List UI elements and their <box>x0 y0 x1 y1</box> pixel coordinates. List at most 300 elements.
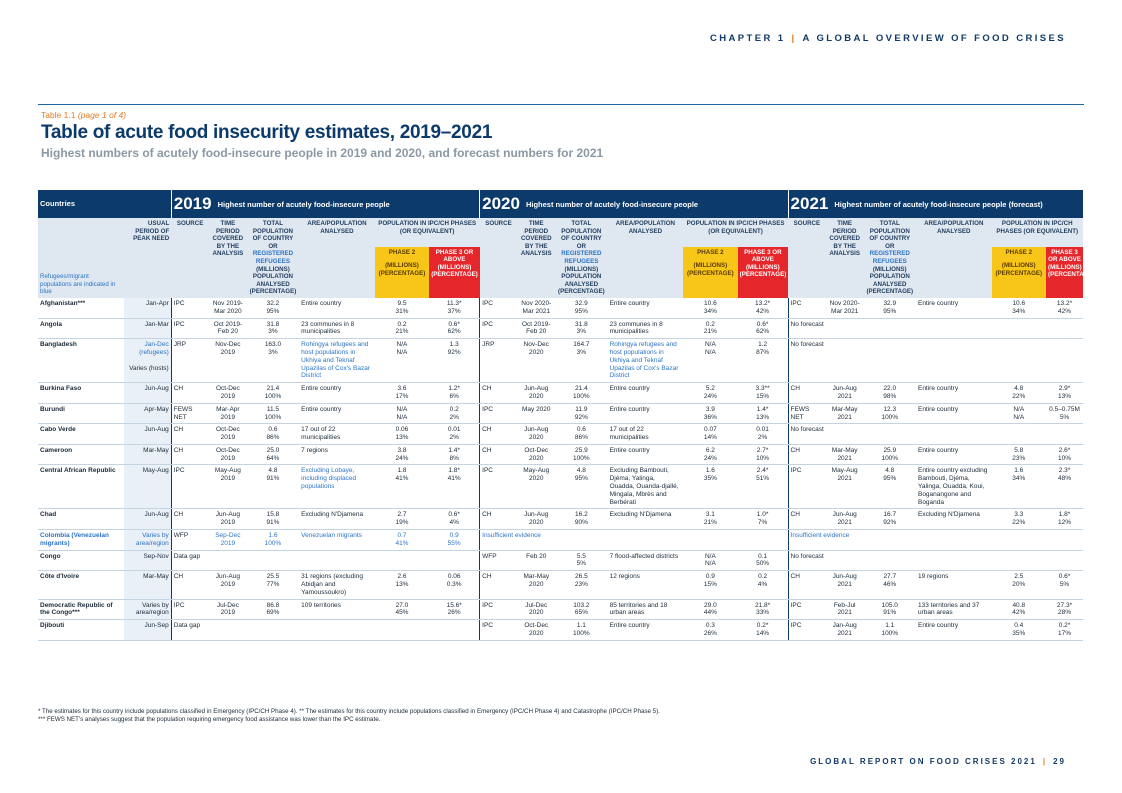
time-cell: Jun-Aug 2020 <box>517 424 555 445</box>
country-cell: Bangladesh <box>38 339 124 383</box>
source-cell: CH <box>171 444 209 465</box>
area-cell: Entire country <box>916 444 992 465</box>
source-cell: IPC <box>480 318 518 339</box>
phase3-header: PHASE 3 OR ABOVE (MILLIONS) (PERCENTAGE) <box>1046 247 1083 298</box>
status-cell: Insufficient evidence <box>788 530 1083 551</box>
cell-line: 23% <box>574 581 588 589</box>
table-row <box>38 530 1083 551</box>
cell-line: 15% <box>756 392 770 400</box>
cell-line: 15.8 <box>266 511 280 519</box>
cell-line: 24% <box>395 454 409 462</box>
peak-cell <box>124 599 171 620</box>
cell-line: 26% <box>447 609 461 617</box>
cell-line: 86.8 <box>266 601 280 609</box>
cell-line: 5% <box>1059 581 1070 589</box>
source-cell: CH <box>480 424 518 445</box>
phase2-header: PHASE 2 (MILLIONS) (PERCENTAGE) <box>375 247 430 298</box>
cell-line: 41% <box>395 539 409 547</box>
cell-line: N/A <box>396 405 408 413</box>
cell-line: 62% <box>756 328 770 336</box>
cell-line: 6.2 <box>705 446 715 454</box>
cell-line: 2% <box>449 434 459 442</box>
phase3-cell <box>738 318 788 339</box>
cell-line: 100% <box>264 413 282 421</box>
table-row <box>38 550 1083 571</box>
cell-line: 95% <box>883 475 897 483</box>
area-cell: Entire country excluding Bambouti, Djéma, Yalinga, Ouadda, Koui, Boganangone and Boganda <box>916 465 992 509</box>
cell-line: 0.4 <box>1014 622 1024 630</box>
country-cell: Central African Republic <box>38 465 124 509</box>
phase2-cell <box>683 403 738 424</box>
area-cell: Entire country <box>916 298 992 318</box>
total-cell <box>864 465 916 509</box>
phase3-cell <box>429 383 479 404</box>
source-cell: IPC <box>480 298 518 318</box>
cell-line: N/A <box>396 348 408 356</box>
area-cell: Entire country <box>608 383 684 404</box>
source-cell: IPC <box>788 620 826 641</box>
country-cell: Cabo Verde <box>38 424 124 445</box>
table-row <box>38 339 1083 383</box>
cell-line: 86% <box>266 434 280 442</box>
cell-line: 21% <box>395 328 409 336</box>
cell-line: 0.1 <box>758 552 768 560</box>
cell-line: 12.3 <box>883 405 897 413</box>
time-cell: Jun-Aug 2021 <box>826 509 864 530</box>
cell-line: 3.6 <box>397 385 407 393</box>
time-cell: Oct-Dec 2020 <box>517 444 555 465</box>
cell-line: 13% <box>1058 392 1072 400</box>
cell-line: 2.3* <box>1058 467 1071 475</box>
phase2-cell <box>683 599 738 620</box>
time-cell: Jan-Aug 2021 <box>826 620 864 641</box>
phase3-header: PHASE 3 OR ABOVE (MILLIONS) (PERCENTAGE) <box>429 247 479 298</box>
time-cell: Oct 2019-Feb 20 <box>209 318 247 339</box>
phase3-cell <box>429 444 479 465</box>
total-header: TOTAL POPULATION OF COUNTRY OR REGISTERED REFUGEES (MILLIONS) POPULATION ANALYSED (PERCENTAGE) <box>864 218 916 298</box>
peak-cell <box>124 383 171 404</box>
area-cell: 31 regions (excluding Abidjan and Yamoussoukro) <box>299 571 375 599</box>
area-cell: 12 regions <box>608 571 684 599</box>
cell-line: 35% <box>703 475 717 483</box>
area-cell: Entire country <box>299 403 375 424</box>
total-cell <box>555 339 607 383</box>
cell-line: 42% <box>1058 307 1072 315</box>
cell-line: 1.4* <box>756 405 769 413</box>
source-cell: CH <box>788 571 826 599</box>
source-cell: CH <box>171 383 209 404</box>
status-cell: No forecast <box>788 339 1083 383</box>
pop-header: POPULATION IN IPC/CH PHASES (OR EQUIVALENT) <box>683 218 788 247</box>
status-cell: Data gap <box>171 550 479 571</box>
phase3-cell <box>1046 571 1083 599</box>
cell-line: 91% <box>883 609 897 617</box>
phase2-cell <box>992 509 1047 530</box>
phase2-cell <box>992 465 1047 509</box>
phase3-cell <box>429 509 479 530</box>
cell-line: 2% <box>449 413 459 421</box>
phase3-cell <box>738 620 788 641</box>
cell-line: 0.6* <box>448 511 460 519</box>
cell-line: 100% <box>264 539 282 547</box>
pop-header: POPULATION IN IPC/CH PHASES (OR EQUIVALENT) <box>375 218 480 247</box>
cell-line: 12% <box>1058 519 1072 527</box>
cell-line: 1.1 <box>885 622 895 630</box>
time-cell: Jun-Aug 2020 <box>517 509 555 530</box>
phase2-cell <box>992 444 1047 465</box>
phase3-cell <box>429 298 479 318</box>
cell-line: 92% <box>447 348 461 356</box>
area-header: AREA/POPULATION ANALYSED <box>299 218 375 298</box>
area-cell: 19 regions <box>916 571 992 599</box>
country-cell: Burkina Faso <box>38 383 124 404</box>
cell-line: 6% <box>449 392 459 400</box>
time-cell: Oct-Dec 2019 <box>209 444 247 465</box>
cell-line: 1.6 <box>705 467 715 475</box>
total-cell <box>555 383 607 404</box>
total-cell <box>555 318 607 339</box>
phase2-cell <box>683 318 738 339</box>
cell-line: 2% <box>757 434 768 442</box>
cell-line: 25.9 <box>883 446 897 454</box>
total-cell <box>864 620 916 641</box>
cell-line: 0.2 <box>705 320 715 328</box>
cell-line: 1.6 <box>1014 467 1024 475</box>
total-cell <box>247 424 299 445</box>
cell-line: 32.9 <box>575 299 588 307</box>
table-row <box>38 620 1083 641</box>
table-row <box>38 571 1083 599</box>
cell-line: 1.6 <box>268 532 278 540</box>
total-cell <box>864 571 916 599</box>
cell-line: 24% <box>703 454 717 462</box>
area-cell: Entire country <box>608 444 684 465</box>
cell-line: 77% <box>266 581 280 589</box>
cell-line: N/A <box>704 348 716 356</box>
cell-line: 2.6 <box>397 573 407 581</box>
area-cell: Entire country <box>916 620 992 641</box>
cell-line: 28% <box>1058 609 1072 617</box>
phase2-header: PHASE 2 (MILLIONS) (PERCENTAGE) <box>683 247 738 298</box>
total-cell <box>247 530 299 551</box>
total-cell <box>247 465 299 509</box>
peak-cell <box>124 465 171 509</box>
cell-line: 2.7 <box>397 511 407 519</box>
cell-line: 17% <box>1058 630 1072 638</box>
time-cell: Mar-May 2020 <box>517 571 555 599</box>
year-header-row <box>38 190 1083 218</box>
cell-line: 0.6 <box>268 426 278 434</box>
peak-cell <box>124 424 171 445</box>
cell-line: 10.6 <box>704 299 717 307</box>
time-cell: Jun-Aug 2019 <box>209 509 247 530</box>
phase2-cell <box>375 599 430 620</box>
peak-cell <box>124 530 171 551</box>
phase2-cell <box>683 550 738 571</box>
table-row <box>38 403 1083 424</box>
cell-line: 7% <box>757 519 768 527</box>
area-header: AREA/POPULATION ANALYSED <box>916 218 992 298</box>
total-cell <box>247 403 299 424</box>
source-cell: CH <box>171 509 209 530</box>
cell-line: 24% <box>703 392 717 400</box>
cell-line: 2.9* <box>1058 385 1071 393</box>
source-cell: CH <box>480 383 518 404</box>
cell-line: 0.07 <box>704 426 717 434</box>
total-cell <box>555 424 607 445</box>
country-cell: Chad <box>38 509 124 530</box>
cell-line: 5% <box>1059 413 1070 421</box>
time-cell: Jun-Aug 2020 <box>517 383 555 404</box>
phase2-cell <box>375 444 430 465</box>
phase3-cell <box>1046 403 1083 424</box>
cell-line: 100% <box>573 630 590 638</box>
cell-line: 92% <box>883 519 897 527</box>
time-cell: Nov 2020-Mar 2021 <box>517 298 555 318</box>
table-caption <box>41 110 126 120</box>
time-cell: Jun-Aug 2021 <box>826 571 864 599</box>
phase2-cell <box>375 424 430 445</box>
peak-line: Jan-Apr <box>145 299 169 307</box>
peak-line: Sep-Nov <box>143 552 169 560</box>
cell-line: 90% <box>574 519 588 527</box>
source-cell: IPC <box>171 298 209 318</box>
cell-line: 0.9 <box>705 573 715 581</box>
total-cell <box>555 599 607 620</box>
cell-line: N/A <box>396 341 408 349</box>
peak-line: May-Aug <box>142 467 169 475</box>
time-cell: Oct 2019-Feb 20 <box>517 318 555 339</box>
area-cell: 7 flood-affected districts <box>608 550 684 571</box>
peak-cell <box>124 444 171 465</box>
cell-line: 11.3* <box>446 299 462 307</box>
time-cell: Nov-Dec 2020 <box>517 339 555 383</box>
time-header: TIME PERIOD COVERED BY THE ANALYSIS <box>517 218 555 298</box>
total-cell <box>247 339 299 383</box>
source-cell: FEWS NET <box>788 403 826 424</box>
cell-line: 3.1 <box>705 511 715 519</box>
cell-line: 0.6 <box>576 426 586 434</box>
cell-line: 4.8 <box>268 467 278 475</box>
cell-line: 95% <box>266 307 280 315</box>
cell-line: 3.3** <box>755 385 770 393</box>
cell-line: 0.3% <box>446 581 462 589</box>
pop-header: POPULATION IN IPC/CH PHASES (OR EQUIVALENT) <box>992 218 1084 247</box>
total-cell <box>555 298 607 318</box>
source-cell: IPC <box>480 403 518 424</box>
time-cell: Mar-May 2021 <box>826 444 864 465</box>
cell-line: N/A <box>704 552 716 560</box>
table-row <box>38 599 1083 620</box>
phase3-cell <box>738 424 788 445</box>
chapter-header: CHAPTER 1 | A GLOBAL OVERVIEW OF FOOD CRISES <box>710 33 1066 44</box>
source-header: SOURCE <box>788 218 826 298</box>
total-header: TOTAL POPULATION OF COUNTRY OR REGISTERED REFUGEES (MILLIONS) POPULATION ANALYSED (PERCENTAGE) <box>555 218 607 298</box>
phase3-cell <box>738 465 788 509</box>
page-title: Table of acute food insecurity estimates, 2019–2021 <box>41 122 493 143</box>
time-cell: May-Aug 2021 <box>826 465 864 509</box>
country-cell: Congo <box>38 550 124 571</box>
total-cell <box>864 509 916 530</box>
cell-line: 0.2 <box>397 320 407 328</box>
cell-line: N/A <box>1013 413 1025 421</box>
cell-line: 4.8 <box>576 467 586 475</box>
status-cell: No forecast <box>788 424 1083 445</box>
phase2-cell <box>683 383 738 404</box>
total-cell <box>247 444 299 465</box>
area-cell: Rohingya refugees and host populations in Ukhiya and Teknaf Upazilas of Cox's Bazar District <box>299 339 375 383</box>
peak-cell <box>124 550 171 571</box>
phase3-cell <box>429 465 479 509</box>
food-insecurity-table <box>38 190 1095 641</box>
phase3-cell <box>738 403 788 424</box>
cell-line: 46% <box>883 581 897 589</box>
phase2-cell <box>375 318 430 339</box>
cell-line: 91% <box>266 475 280 483</box>
cell-line: 51% <box>756 475 770 483</box>
column-header-row <box>38 218 1083 247</box>
cell-line: 13% <box>756 413 770 421</box>
country-cell: Democratic Republic of the Congo*** <box>38 599 124 620</box>
phase3-cell <box>738 599 788 620</box>
area-cell: Entire country <box>916 383 992 404</box>
phase2-cell <box>683 465 738 509</box>
cell-line: 22.0 <box>883 385 897 393</box>
cell-line: 91% <box>266 519 280 527</box>
cell-line: 19% <box>395 519 409 527</box>
phase3-cell <box>738 550 788 571</box>
cell-line: 1.1 <box>576 622 586 630</box>
footnotes <box>38 708 660 724</box>
cell-line: 2.4* <box>756 467 769 475</box>
phase3-cell <box>1046 509 1083 530</box>
phase2-cell <box>992 298 1047 318</box>
source-cell: IPC <box>480 599 518 620</box>
source-cell: IPC <box>788 298 826 318</box>
peak-line: Jun-Sep <box>144 622 169 630</box>
peak-cell <box>124 620 171 641</box>
cell-line: 3.3 <box>1014 511 1024 519</box>
time-cell: Nov 2020-Mar 2021 <box>826 298 864 318</box>
cell-line: 11.5 <box>266 405 280 413</box>
status-cell: No forecast <box>788 318 1083 339</box>
cell-line: 10.6 <box>1012 299 1026 307</box>
time-cell: Oct-Dec 2020 <box>517 620 555 641</box>
phase2-cell <box>992 599 1047 620</box>
table-row <box>38 509 1083 530</box>
area-cell: 109 territories <box>299 599 375 620</box>
cell-line: 5% <box>576 560 587 568</box>
table-row <box>38 318 1083 339</box>
cell-line: 2.6* <box>1058 446 1071 454</box>
peak-line: Varies by area/region <box>135 532 169 547</box>
cell-line: 0.6* <box>756 320 769 328</box>
cell-line: 36% <box>703 413 717 421</box>
area-cell: Excluding N'Djamena <box>916 509 992 530</box>
cell-line: 13.2* <box>1056 299 1073 307</box>
status-cell: Data gap <box>171 620 479 641</box>
cell-line: 3% <box>268 328 278 336</box>
cell-line: 95% <box>574 307 588 315</box>
source-cell: IPC <box>171 318 209 339</box>
cell-line: 2.5 <box>1014 573 1024 581</box>
chapter-label: CHAPTER 1 <box>710 33 786 44</box>
time-cell: May-Aug 2019 <box>209 465 247 509</box>
cell-line: 55% <box>447 539 461 547</box>
peak-header: USUAL PERIOD OF PEAK NEED <box>124 218 171 298</box>
cell-line: 16.7 <box>883 511 897 519</box>
cell-line: 65% <box>574 609 588 617</box>
cell-line: 27.0 <box>395 601 409 609</box>
cell-line: 4.8 <box>885 467 895 475</box>
cell-line: 0.6* <box>448 320 460 328</box>
phase2-cell <box>375 509 430 530</box>
cell-line: 41% <box>395 475 409 483</box>
cell-line: 100% <box>573 454 590 462</box>
cell-line: 1.8* <box>448 467 460 475</box>
area-cell: Entire country <box>608 403 684 424</box>
cell-line: 14% <box>756 630 770 638</box>
total-cell <box>555 571 607 599</box>
total-cell <box>247 599 299 620</box>
cell-line: N/A <box>396 413 408 421</box>
time-cell: Jun-Aug 2019 <box>209 571 247 599</box>
area-cell: Excluding Lobaye, including displaced populations <box>299 465 375 509</box>
source-header: SOURCE <box>171 218 209 298</box>
peak-cell <box>124 403 171 424</box>
source-cell: JRP <box>480 339 518 383</box>
area-cell: Entire country <box>608 620 684 641</box>
cell-line: 40.8 <box>1012 601 1026 609</box>
peak-line: Jan-Dec (refugees) <box>139 341 169 356</box>
peak-line: Jun-Aug <box>144 426 169 434</box>
cell-line: 64% <box>266 454 280 462</box>
year-2020-header: 2020 Highest number of acutely food-insecure people <box>480 190 788 218</box>
country-cell: Afghanistan*** <box>38 298 124 318</box>
cell-line: 8% <box>449 454 459 462</box>
peak-line: Varies by area/region <box>135 601 169 617</box>
cell-line: 103.2 <box>573 601 590 609</box>
cell-line: 3% <box>576 328 587 336</box>
cell-line: N/A <box>704 341 716 349</box>
phase2-cell <box>683 298 738 318</box>
phase3-cell <box>738 339 788 383</box>
cell-line: 17% <box>395 392 409 400</box>
cell-line: 21.4 <box>575 385 588 393</box>
total-cell <box>555 550 607 571</box>
phase2-cell <box>683 620 738 641</box>
year-2019-header: 2019 Highest number of acutely food-insecure people <box>171 190 479 218</box>
cell-line: 0.9 <box>449 532 459 540</box>
total-cell <box>247 383 299 404</box>
cell-line: 0.2 <box>449 405 459 413</box>
peak-cell <box>124 509 171 530</box>
phase3-cell <box>429 318 479 339</box>
total-cell <box>864 403 916 424</box>
time-cell: Jul-Dec 2019 <box>209 599 247 620</box>
area-cell: Entire country <box>916 403 992 424</box>
cell-line: 48% <box>1058 475 1072 483</box>
cell-line: 35% <box>1012 630 1026 638</box>
cell-line: 31.8 <box>266 320 280 328</box>
cell-line: 92% <box>574 413 588 421</box>
cell-line: 5.5 <box>576 552 586 560</box>
source-cell: CH <box>171 571 209 599</box>
country-cell: Burundi <box>38 403 124 424</box>
phase3-cell <box>429 339 479 383</box>
cell-line: 1.3 <box>449 341 459 349</box>
phase2-cell <box>992 383 1047 404</box>
